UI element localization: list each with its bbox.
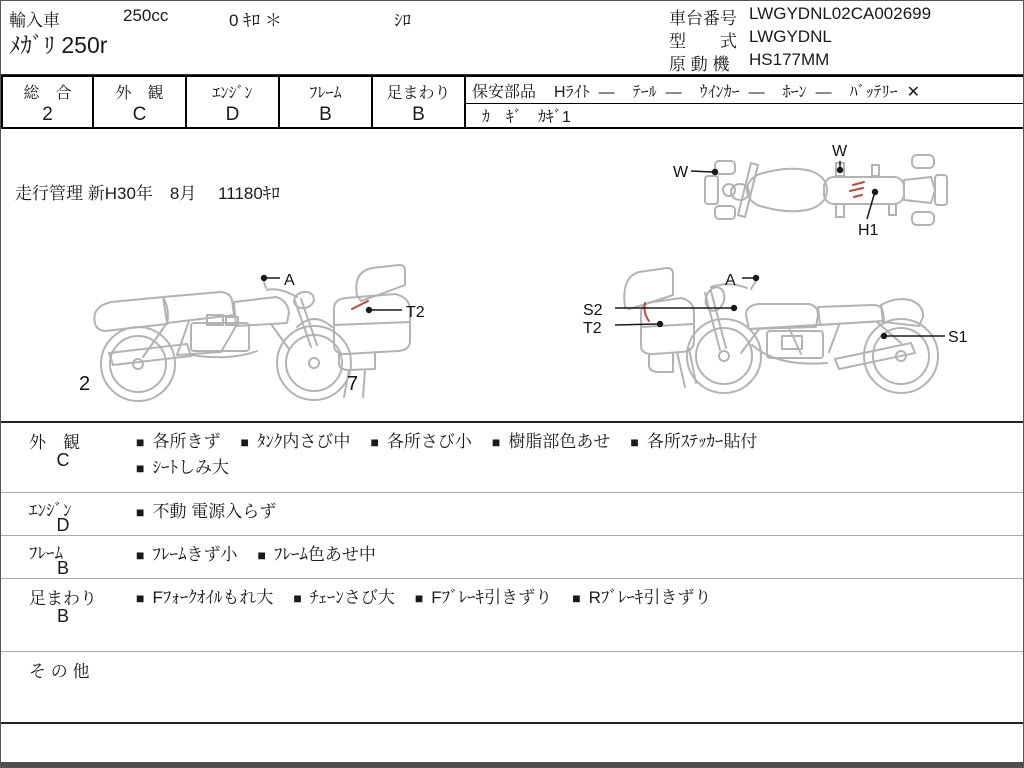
defect-item: ■ ﾌﾚｰﾑきず小 [136,545,238,564]
safety-part-item: ﾃｰﾙ ― [632,83,682,101]
defect-item: ■ 各所ｽﾃｯｶｰ貼付 [630,432,758,451]
condition-grade: B [56,606,69,626]
model-name: ﾒｶﾞﾘ 250r [9,32,108,58]
chassis-number: LWGYDNL02CA002699 [749,4,932,23]
square-bullet-icon: ■ [136,504,145,520]
rating-grade: B [319,104,332,125]
condition-grade: B [56,558,69,578]
identity-block [669,4,931,73]
damage-label-w: W [673,164,689,181]
condition-table [1,421,1024,724]
damage-label-h1: H1 [858,222,879,239]
mileage-line: 走行管理 新H30年 8月 11180ｷﾛ [15,184,280,203]
defect-item: ■ Fﾌｫｰｸｵｲﾙもれ大 [136,588,274,607]
square-bullet-icon: ■ [491,434,501,450]
safety-parts-row [466,77,1024,104]
vehicle-type: 輸入車 [9,11,60,30]
damage-mark-front-cowl [352,301,368,309]
defect-item: ■ Rﾌﾞﾚｰｷ引きずり [572,588,712,607]
defect-item: ■ ｼｰﾄしみ大 [136,458,229,477]
condition-row-other [1,652,1024,722]
square-bullet-icon: ■ [630,434,639,450]
damage-label-s1: S1 [948,329,968,346]
rating-label: ﾌﾚｰﾑ [309,85,342,102]
defect-item: ■ 各所さび小 [370,432,472,451]
safety-part-item: ｳｲﾝｶｰ ― [699,83,765,101]
safety-parts-list [536,79,920,102]
condition-label: そ の 他 [29,662,90,681]
defect-list [136,579,796,611]
safety-part-item: Hﾗｲﾄ ― [554,83,615,101]
damage-label-w: W [832,143,848,160]
engine-code-row [669,50,931,73]
mileage-flag: 0 ｷﾛ ＊ [229,11,282,30]
damage-label-a: A [725,272,736,289]
defect-item: ■ 樹脂部色あせ [491,432,611,451]
rating-cell-undercarriage [373,77,466,127]
rating-label: 足まわり [386,85,451,102]
engine-code-label: 原 動 機 [669,55,730,74]
condition-row-frame [1,536,1024,579]
condition-label: 足まわり [29,589,97,608]
condition-row-exterior [1,423,1024,493]
defect-item: ■ 各所きず [136,432,221,451]
condition-grade: D [56,515,70,535]
rating-grade: C [132,104,147,125]
rating-cell-overall [1,77,94,127]
safety-part-item: ﾊﾞｯﾃﾘｰ ✕ [849,83,921,101]
rating-label: 外 観 [115,85,164,102]
note-number-left: 2 [79,373,91,395]
damage-label-a: A [284,272,295,289]
ratings-table [1,75,1024,129]
engine-code: HS177MM [749,50,830,69]
defect-list [136,423,796,481]
condition-label: 外 観 [29,433,80,452]
chassis-label: 車台番号 [669,9,737,28]
safety-part-item: ﾎｰﾝ ― [782,83,832,101]
defect-list [136,493,796,525]
defect-item: ■ ﾀﾝｸ内さび中 [240,432,351,451]
defect-item: ■ ﾁｪｰﾝさび大 [293,588,395,607]
rating-cell-frame [280,77,373,127]
square-bullet-icon: ■ [136,460,145,476]
square-bullet-icon: ■ [257,547,266,563]
model-code: LWGYDNL [749,27,832,46]
square-bullet-icon: ■ [136,590,145,606]
bike-left-side-sketch [71,257,471,407]
condition-label: ﾌﾚｰﾑ [29,544,63,563]
damage-mark-seat [850,182,864,197]
square-bullet-icon: ■ [136,434,145,450]
defect-item: ■ ﾌﾚｰﾑ色あせ中 [257,545,376,564]
square-bullet-icon: ■ [293,590,302,606]
condition-row-engine [1,493,1024,536]
damage-mark-front-cowl [645,303,650,321]
rating-cell-engine [187,77,280,127]
bottom-bar [1,762,1023,767]
displacement: 250cc [123,6,169,25]
square-bullet-icon: ■ [572,590,581,606]
damage-label-s2: S2 [583,302,603,319]
condition-row-undercarriage [1,579,1024,652]
rating-cell-exterior [94,77,187,127]
color-code: ｼﾛ [394,11,411,30]
key-row [466,104,1024,127]
defect-list [136,652,796,658]
bike-right-side-sketch [577,255,977,405]
bike-top-view-sketch [669,135,969,245]
defect-list [136,536,796,568]
model-code-row [669,27,931,50]
chassis-row [669,4,931,27]
damage-diagram-area [1,129,1024,421]
note-number-right: 7 [347,373,359,395]
rating-grade: B [412,104,425,125]
condition-label: ｴﾝｼﾞﾝ [29,501,72,520]
condition-grade: C [56,450,70,470]
rating-label: ｴﾝｼﾞﾝ [212,85,253,102]
defect-item: ■ 不動 電源入らず [136,502,277,521]
rating-grade: D [225,104,240,125]
square-bullet-icon: ■ [136,547,145,563]
rating-grade: 2 [42,104,53,125]
safety-parts-label: 保安部品 [472,83,537,101]
rating-label: 総 合 [23,85,72,102]
key-value: ｶｷﾞ1 [538,109,571,126]
sheet-header [1,1,1023,75]
damage-label-t2: T2 [406,304,425,321]
square-bullet-icon: ■ [414,590,424,606]
model-code-label: 型 式 [669,32,737,51]
damage-label-t2: T2 [583,320,602,337]
safety-parts-cell [466,77,1024,127]
square-bullet-icon: ■ [240,434,249,450]
key-label: ｶ ｷﾞ [482,109,523,126]
defect-item: ■ Fﾌﾞﾚｰｷ引きずり [414,588,553,607]
square-bullet-icon: ■ [370,434,379,450]
